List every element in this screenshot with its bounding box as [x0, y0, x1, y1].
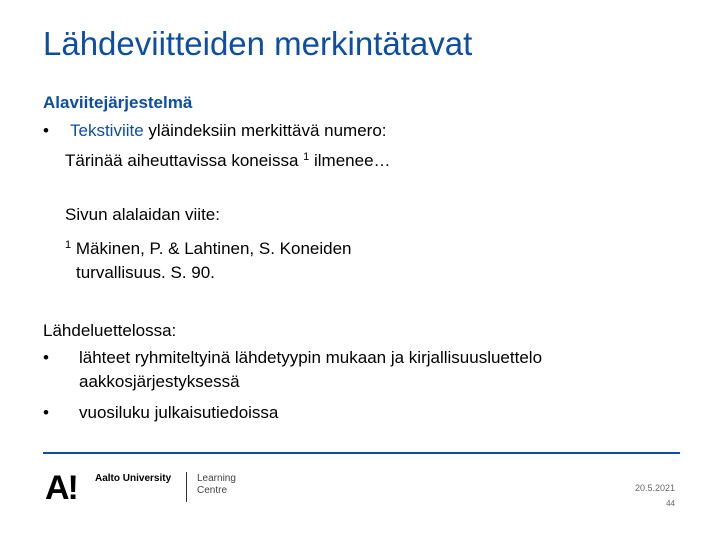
- centre-label: Centre: [197, 485, 228, 496]
- bullet-marker: •: [43, 403, 49, 422]
- bullet-text: vuosiluku julkaisutiedoissa: [79, 403, 279, 422]
- footnote-line-2: turvallisuus. S. 90.: [76, 263, 215, 282]
- bullet-text-in-text-citation: [70, 120, 387, 142]
- superscript-number: 1: [303, 151, 310, 163]
- example-text-end: ilmenee…: [309, 151, 391, 170]
- section-heading-footnotes: Alaviitejärjestelmä: [43, 93, 193, 112]
- footnote-label: Sivun alalaidan viite:: [65, 205, 220, 224]
- slide-title: Lähdeviitteiden merkintätavat: [43, 25, 473, 62]
- footnote-line: [65, 234, 352, 260]
- aalto-logo-name: Aalto University: [95, 473, 172, 484]
- slide-date: 20.5.2021: [634, 483, 675, 493]
- highlight-term: Tekstiviite: [70, 121, 144, 140]
- learning-label: Learning: [197, 473, 236, 484]
- footnote-number: 1: [65, 239, 72, 251]
- bullet-marker: •: [43, 121, 49, 140]
- section-heading-bibliography: Lähdeluettelossa:: [43, 321, 177, 340]
- footnote-text: Mäkinen, P. & Lahtinen, S. Koneiden: [71, 239, 352, 258]
- logo-separator: [186, 472, 187, 502]
- page-number: 44: [666, 499, 675, 508]
- bullet-text-continued: aakkosjärjestyksessä: [79, 372, 240, 391]
- bullet-marker: •: [43, 348, 49, 367]
- learning-centre-label: [197, 473, 236, 497]
- example-sentence: [65, 146, 391, 172]
- example-text: Tärinää aiheuttavissa koneissa: [65, 151, 304, 170]
- bullet-rest: yläindeksiin merkittävä numero:: [143, 121, 387, 140]
- footer-divider: [43, 452, 680, 454]
- bullet-text: lähteet ryhmiteltyinä lähdetyypin mukaan ja kirjallisuusluettelo: [79, 348, 543, 367]
- aalto-logo-mark: A!: [45, 469, 77, 507]
